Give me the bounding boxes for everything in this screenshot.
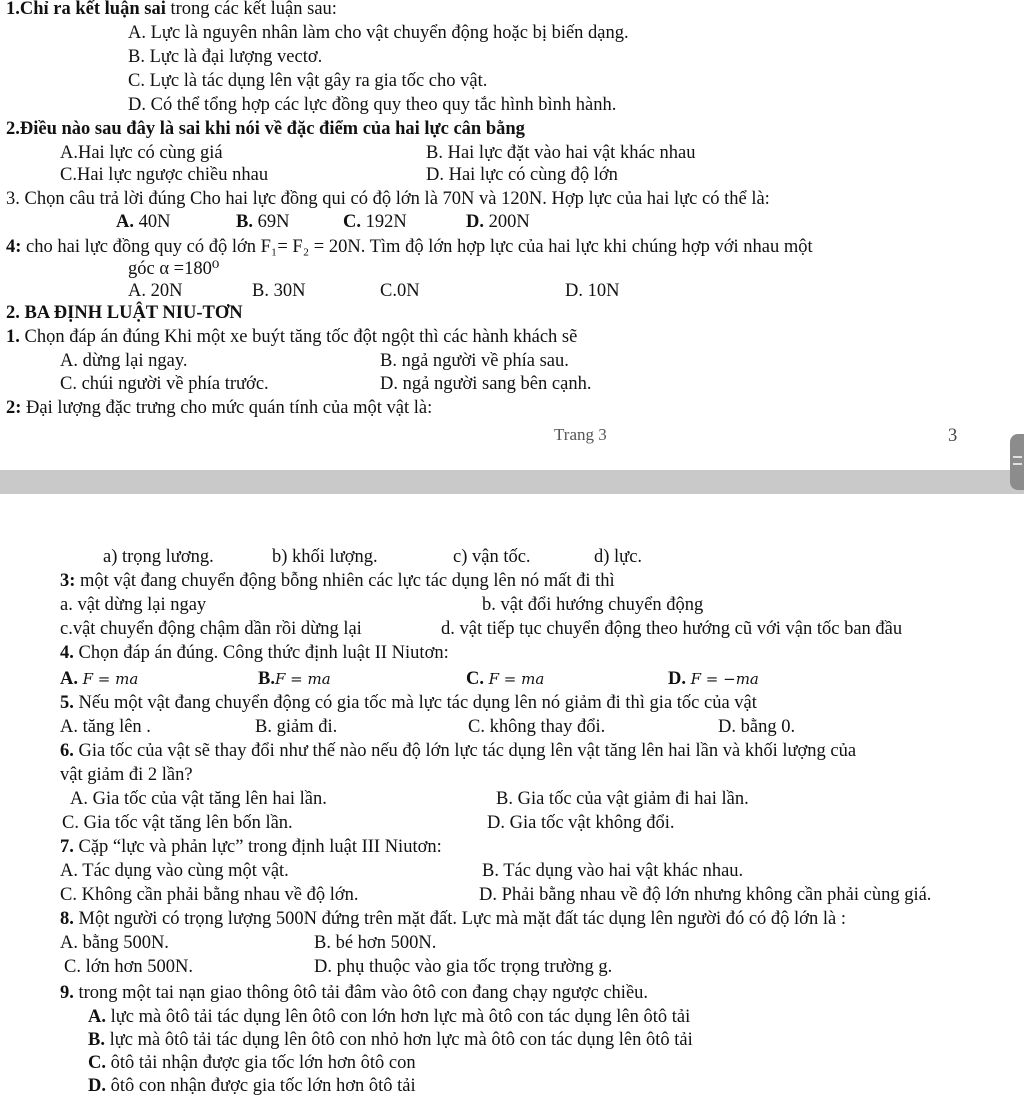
q6-option-b: B. Gia tốc của vật giảm đi hai lần. (496, 789, 749, 809)
question-1-option-c: C. Lực là tác dụng lên vật gây ra gia tốc cho vật. (128, 71, 488, 91)
question-2-option-d: D. Hai lực có cùng độ lớn (426, 165, 618, 185)
question-3-option-c: C. 192N (343, 212, 407, 232)
q7-title: 7. Cặp “lực và phản lực” trong định luật III Niutơn: (60, 837, 442, 857)
question-3-option-b: B. 69N (236, 212, 290, 232)
q9-option-d: D. ôtô con nhận được gia tốc lớn hơn ôtô tải (88, 1076, 416, 1096)
q2-option-a: a) trọng lương. (103, 547, 214, 567)
q3-option-a: a. vật dừng lại ngay (60, 595, 207, 615)
question-4-angle: góc α =180⁰ (128, 259, 220, 279)
q8-option-d: D. phụ thuộc vào gia tốc trọng trường g. (314, 957, 613, 977)
page-separator (0, 470, 1024, 494)
q3-option-d: d. vật tiếp tục chuyển động theo hướng cũ với vận tốc ban đầu (441, 619, 903, 639)
section-heading: 2. BA ĐỊNH LUẬT NIU-TƠN (6, 303, 243, 323)
question-2-title: 2.Điều nào sau đây là sai khi nói về đặc điểm của hai lực cân bằng (6, 119, 525, 139)
question-4-option-b: B. 30N (252, 281, 306, 301)
question-4-option-d: D. 10N (565, 281, 620, 301)
document-page-4 (0, 494, 1024, 1095)
q6-option-a: A. Gia tốc của vật tăng lên hai lần. (70, 789, 327, 809)
question-3-option-d: D. 200N (466, 212, 530, 232)
s2-question-title: 2: Đại lượng đặc trưng cho mức quán tính của một vật là: (6, 398, 433, 418)
q7-option-d: D. Phải bằng nhau về độ lớn nhưng không cần phải cùng giá. (479, 885, 932, 905)
s1-option-b: B. ngả người về phía sau. (380, 351, 569, 371)
q5-option-c: C. không thay đổi. (468, 717, 606, 737)
q6-option-c: C. Gia tốc vật tăng lên bốn lần. (62, 813, 293, 833)
q4-option-d: D. F = −ma (668, 669, 759, 689)
q8-option-b: B. bé hơn 500N. (314, 933, 437, 953)
s1-question-title: 1. Chọn đáp án đúng Khi một xe buýt tăng tốc đột ngột thì các hành khách sẽ (6, 327, 578, 347)
scroll-handle[interactable] (1010, 434, 1024, 490)
question-4-option-c: C.0N (380, 281, 420, 301)
q3-option-c: c.vật chuyển động chậm dần rồi dừng lại (60, 619, 362, 639)
q8-title: 8. Một người có trọng lượng 500N đứng trên mặt đất. Lực mà mặt đất tác dụng lên người đó có độ lớn là : (60, 909, 846, 929)
q9-option-a: A. lực mà ôtô tải tác dụng lên ôtô con lớn hơn lực mà ôtô con tác dụng lên ôtô tải (88, 1007, 691, 1027)
q4-option-c: C. F = ma (466, 669, 545, 689)
question-1-title: 1.Chỉ ra kết luận sai trong các kết luận sau: (6, 0, 337, 19)
q8-option-c: C. lớn hơn 500N. (64, 957, 194, 977)
q2-option-d: d) lực. (594, 547, 643, 567)
s1-option-c: C. chúi người về phía trước. (60, 374, 269, 394)
question-1-option-b: B. Lực là đại lượng vectơ. (128, 47, 323, 67)
q9-option-b: B. lực mà ôtô tải tác dụng lên ôtô con nhỏ hơn lực mà ôtô con tác dụng lên ôtô tải (88, 1030, 693, 1050)
q6-title: 6. Gia tốc của vật sẽ thay đổi như thế nào nếu độ lớn lực tác dụng lên vật tăng lên hai lần và khối lượng của (60, 741, 857, 761)
q6-option-d: D. Gia tốc vật không đổi. (487, 813, 675, 833)
document-page-3 (0, 0, 1024, 470)
question-2-option-a: A.Hai lực có cùng giá (60, 143, 223, 163)
q7-option-b: B. Tác dụng vào hai vật khác nhau. (482, 861, 744, 881)
s1-option-d: D. ngả người sang bên cạnh. (380, 374, 592, 394)
page-number: 3 (948, 426, 958, 446)
q9-title: 9. trong một tai nạn giao thông ôtô tải đâm vào ôtô con đang chạy ngược chiều. (60, 983, 649, 1003)
s1-option-a: A. dừng lại ngay. (60, 351, 188, 371)
q2-option-b: b) khối lượng. (272, 547, 378, 567)
question-4-title: 4: cho hai lực đồng quy có độ lớn F₁= F₂ = 20N. Tìm độ lớn hợp lực của hai lực khi chúng hợp với nhau một (6, 237, 813, 257)
q7-option-c: C. Không cần phải bằng nhau về độ lớn. (60, 885, 359, 905)
q9-option-c: C. ôtô tải nhận được gia tốc lớn hơn ôtô con (88, 1053, 416, 1073)
q5-option-a: A. tăng lên . (60, 717, 151, 737)
question-1-option-d: D. Có thể tổng hợp các lực đồng quy theo quy tắc hình bình hành. (128, 95, 617, 115)
question-3-title: 3. Chọn câu trả lời đúng Cho hai lực đồng qui có độ lớn là 70N và 120N. Hợp lực của hai lực có thể là: (6, 189, 770, 209)
q3-title: 3: một vật đang chuyển động bỗng nhiên các lực tác dụng lên nó mất đi thì (60, 571, 615, 591)
q5-title: 5. Nếu một vật đang chuyển động có gia tốc mà lực tác dụng lên nó giảm đi thì gia tốc của vật (60, 693, 757, 713)
q6-title-line2: vật giảm đi 2 lần? (60, 765, 193, 785)
question-2-option-b: B. Hai lực đặt vào hai vật khác nhau (426, 143, 696, 163)
q3-option-b: b. vật đổi hướng chuyển động (482, 595, 704, 615)
q5-option-b: B. giảm đi. (255, 717, 338, 737)
question-4-option-a: A. 20N (128, 281, 183, 301)
q7-option-a: A. Tác dụng vào cùng một vật. (60, 861, 289, 881)
q4-option-b: B.F = ma (258, 669, 331, 689)
q5-option-d: D. bằng 0. (718, 717, 796, 737)
page-footer: Trang 3 (554, 425, 607, 444)
question-3-option-a: A. 40N (116, 212, 171, 232)
question-2-option-c: C.Hai lực ngược chiều nhau (60, 165, 269, 185)
q4-option-a: A. F = ma (60, 669, 139, 689)
q2-option-c: c) vận tốc. (453, 547, 531, 567)
q4-title: 4. Chọn đáp án đúng. Công thức định luật II Niutơn: (60, 643, 449, 663)
question-1-option-a: A. Lực là nguyên nhân làm cho vật chuyển động hoặc bị biến dạng. (128, 23, 629, 43)
q8-option-a: A. bằng 500N. (60, 933, 169, 953)
